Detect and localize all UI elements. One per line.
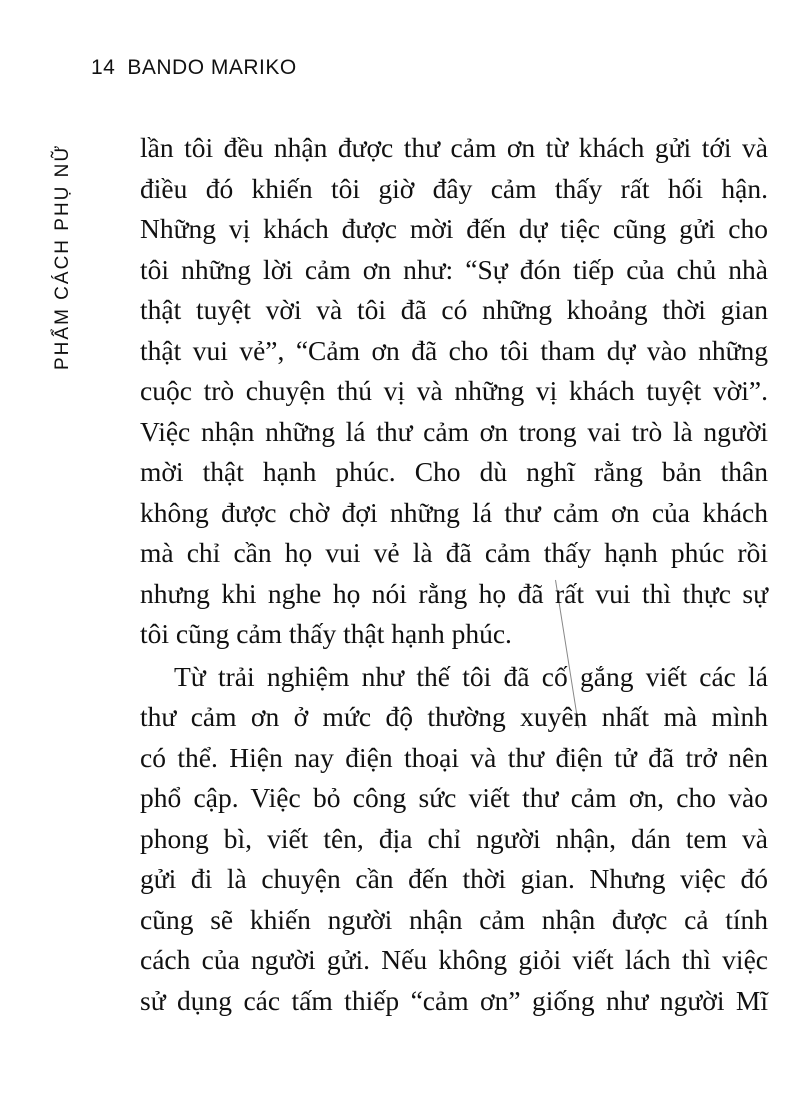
page-number: 14	[91, 56, 116, 79]
text-line: có thể. Hiện nay điện thoại và thư điện tử đã trở nên	[140, 741, 768, 773]
text-line: thật vui vẻ”, “Cảm ơn đã cho tôi tham dự vào những	[140, 334, 768, 366]
text-line: thư cảm ơn ở mức độ thường xuyên nhất mà mình	[140, 701, 768, 732]
text-line: Việc nhận những lá thư cảm ơn trong vai trò là người	[140, 415, 768, 447]
text-line: cuộc trò chuyện thú vị và những vị khách tuyệt vời”.	[140, 375, 768, 406]
text-line: Từ trải nghiệm như thế tôi đã cố gắng viết các lá	[174, 660, 768, 692]
text-line: cũng sẽ khiến người nhận cảm nhận được cả tính	[140, 903, 768, 935]
paragraph-2	[140, 657, 768, 1022]
text-line: thật tuyệt vời và tôi đã có những khoảng thời gian	[140, 294, 768, 325]
book-title-vertical: PHẨM CÁCH PHỤ NỮ	[52, 143, 73, 370]
running-header	[91, 56, 309, 80]
text-line: mà chỉ cần họ vui vẻ là đã cảm thấy hạnh phúc rồi	[140, 537, 768, 568]
text-line: tôi cũng cảm thấy thật hạnh phúc.	[140, 618, 512, 649]
author-name: BANDO MARIKO	[127, 56, 297, 79]
text-line: không được chờ đợi những lá thư cảm ơn của khách	[140, 496, 768, 528]
text-line: tôi những lời cảm ơn như: “Sự đón tiếp của chủ nhà	[140, 253, 768, 285]
text-line: điều đó khiến tôi giờ đây cảm thấy rất hối hận.	[140, 172, 768, 204]
text-line: phổ cập. Việc bỏ công sức viết thư cảm ơn, cho vào	[140, 782, 768, 813]
text-line: phong bì, viết tên, địa chỉ người nhận, dán tem và	[140, 822, 768, 854]
text-line: cách của người gửi. Nếu không giỏi viết lách thì việc	[140, 944, 768, 975]
text-line: nhưng khi nghe họ nói rằng họ đã rất vui thì thực sự	[140, 577, 768, 609]
text-line: mời thật hạnh phúc. Cho dù nghĩ rằng bản thân	[140, 456, 768, 487]
paragraph-1	[140, 128, 768, 655]
text-line: sử dụng các tấm thiếp “cảm ơn” giống như người Mĩ	[140, 984, 768, 1016]
page-body	[140, 128, 768, 1021]
text-line: gửi đi là chuyện cần đến thời gian. Nhưng việc đó	[140, 863, 768, 894]
text-line: Những vị khách được mời đến dự tiệc cũng gửi cho	[140, 213, 768, 244]
text-line: lần tôi đều nhận được thư cảm ơn từ khách gửi tới và	[140, 132, 768, 163]
